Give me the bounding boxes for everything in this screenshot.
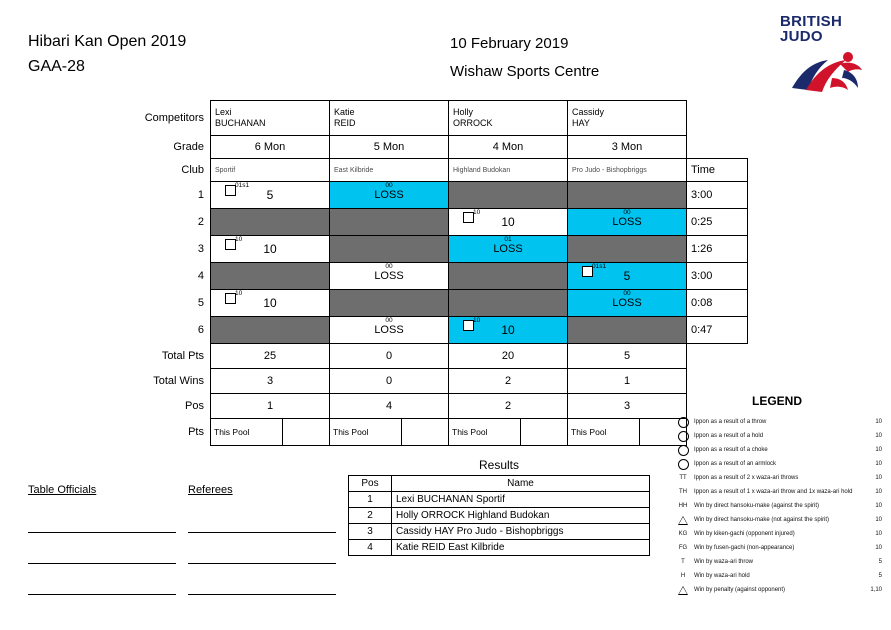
grade-2: 5 Mon xyxy=(330,136,449,159)
score-code: 10 xyxy=(235,236,243,243)
match-row xyxy=(140,209,748,236)
row-label-match-1: 1 xyxy=(197,189,204,201)
grade-1: 6 Mon xyxy=(211,136,330,159)
score-code: 00 xyxy=(623,290,631,297)
table-officials-line-3[interactable] xyxy=(28,574,176,595)
row-label-total-pts: Total Pts xyxy=(161,350,204,362)
pts-pool-label-3: This Pool xyxy=(449,419,521,445)
ippon-throw-icon xyxy=(672,417,694,428)
british-judo-logo xyxy=(780,14,876,94)
match-1-time: 3:00 xyxy=(687,182,748,209)
legend-item xyxy=(672,457,882,471)
club-3: Highland Budokan xyxy=(449,159,568,182)
match-3-time: 1:26 xyxy=(687,236,748,263)
score-value: 5 xyxy=(623,269,631,283)
score-code: 00 xyxy=(385,317,393,324)
h-code-icon: H xyxy=(680,573,686,579)
match-6-competitor-4 xyxy=(568,317,687,344)
pool-sheet-table xyxy=(140,100,748,446)
pool-table xyxy=(140,100,748,446)
pts-2 xyxy=(330,419,449,446)
match-4-time: 3:00 xyxy=(687,263,748,290)
legend-value: 10 xyxy=(875,545,882,551)
legend-item xyxy=(672,429,882,443)
match-6-competitor-1 xyxy=(211,317,330,344)
result-pos-3: 3 xyxy=(349,524,392,540)
result-name-3: Cassidy HAY Pro Judo - Bishopbriggs xyxy=(392,524,650,540)
legend-item xyxy=(672,541,882,555)
score-code: 10 xyxy=(473,209,481,216)
grade-4: 3 Mon xyxy=(568,136,687,159)
legend-value: 10 xyxy=(875,475,882,481)
th-code-icon: TH xyxy=(679,489,687,495)
match-2-competitor-4[interactable] xyxy=(568,209,687,236)
match-5-time: 0:08 xyxy=(687,290,748,317)
row-label-pts: Pts xyxy=(188,426,204,438)
result-name-2: Holly ORROCK Highland Budokan xyxy=(392,508,650,524)
legend-value: 10 xyxy=(875,447,882,453)
score-value: 10 xyxy=(501,215,515,229)
legend-desc: Ippon as a result of 1 x waza-ari throw and 1x waza-ari hold xyxy=(694,489,853,495)
match-5-competitor-1[interactable] xyxy=(211,290,330,317)
pts-value-3[interactable] xyxy=(521,419,567,445)
grade-3: 4 Mon xyxy=(449,136,568,159)
referees-line-3[interactable] xyxy=(188,574,336,595)
legend-desc: Win by direct hansoku-make (not against the spirit) xyxy=(694,517,830,523)
time-column-header: Time xyxy=(687,159,748,182)
row-label-total-wins: Total Wins xyxy=(153,375,204,387)
competitor-first-4: Cassidy xyxy=(572,107,605,117)
legend-value: 5 xyxy=(878,559,882,565)
legend-desc: Ippon as a result of 2 x waza-ari throws xyxy=(694,475,799,481)
match-1-competitor-3 xyxy=(449,182,568,209)
match-1-competitor-1[interactable] xyxy=(211,182,330,209)
legend-desc: Win by penalty (against opponent) xyxy=(694,587,786,593)
score-code: 01s1 xyxy=(592,263,607,270)
match-row xyxy=(140,236,748,263)
match-row xyxy=(140,182,748,209)
competitor-name-4 xyxy=(568,101,687,136)
legend-desc: Win by waza-ari throw xyxy=(694,559,754,565)
total-wins-3: 2 xyxy=(449,369,568,394)
total-pts-1: 25 xyxy=(211,344,330,369)
table-row xyxy=(349,492,650,508)
legend-value: 10 xyxy=(875,433,882,439)
total-wins-1: 3 xyxy=(211,369,330,394)
competitor-last-2: REID xyxy=(334,118,356,128)
fg-code-icon: FG xyxy=(678,545,688,551)
match-3-competitor-2 xyxy=(330,236,449,263)
legend-desc: Win by fusen-gachi (non-appearance) xyxy=(694,545,795,551)
results-header-row xyxy=(349,476,650,492)
competitor-last-1: BUCHANAN xyxy=(215,118,266,128)
score-code: 01 xyxy=(504,236,512,243)
logo-line1: BRITISH xyxy=(780,13,843,30)
legend-value: 10 xyxy=(875,461,882,467)
score-value: 10 xyxy=(263,296,277,310)
result-pos-4: 4 xyxy=(349,540,392,556)
officials-section xyxy=(28,480,348,595)
penalty-triangle-icon xyxy=(672,586,694,595)
legend-value: 10 xyxy=(875,419,882,425)
match-6-time: 0:47 xyxy=(687,317,748,344)
result-name-1: Lexi BUCHANAN Sportif xyxy=(392,492,650,508)
legend-title: LEGEND xyxy=(751,394,802,408)
match-5-competitor-2 xyxy=(330,290,449,317)
club-row xyxy=(140,159,748,182)
match-1-competitor-4 xyxy=(568,182,687,209)
score-value: LOSS xyxy=(374,189,404,201)
competitors-row xyxy=(140,101,748,136)
row-label-match-4: 4 xyxy=(197,270,204,282)
pts-pool-label-4: This Pool xyxy=(568,419,640,445)
row-label-competitors: Competitors xyxy=(144,112,204,124)
row-label-match-3: 3 xyxy=(197,243,204,255)
pts-value-2[interactable] xyxy=(402,419,448,445)
legend-desc: Win by direct hansoku-make (against the spirit) xyxy=(694,503,820,509)
table-officials-line-2[interactable] xyxy=(28,543,176,564)
match-6-competitor-3[interactable] xyxy=(449,317,568,344)
match-1-competitor-2[interactable] xyxy=(330,182,449,209)
legend-value: 1,10 xyxy=(870,587,882,593)
match-3-competitor-3[interactable] xyxy=(449,236,568,263)
results-section xyxy=(348,458,650,556)
spacer-cell xyxy=(687,369,748,394)
competitor-name-1 xyxy=(211,101,330,136)
total-pts-4: 5 xyxy=(568,344,687,369)
pts-row xyxy=(140,419,748,446)
match-2-competitor-3[interactable] xyxy=(449,209,568,236)
result-pos-1: 1 xyxy=(349,492,392,508)
tt-code-icon: TT xyxy=(679,475,687,481)
legend-item xyxy=(672,583,882,597)
match-4-competitor-4[interactable] xyxy=(568,263,687,290)
total-wins-row xyxy=(140,369,748,394)
legend-desc: Win by kiken-gachi (opponent injured) xyxy=(694,531,795,537)
hh-code-icon: HH xyxy=(678,503,688,509)
club-4: Pro Judo - Bishopbriggs xyxy=(568,159,687,182)
match-6-competitor-2[interactable] xyxy=(330,317,449,344)
match-3-competitor-1[interactable] xyxy=(211,236,330,263)
event-venue: Wishaw Sports Centre xyxy=(450,63,600,80)
results-col-pos: Pos xyxy=(349,476,392,492)
legend-item xyxy=(672,513,882,527)
pts-pool-label-2: This Pool xyxy=(330,419,402,445)
row-label-match-5: 5 xyxy=(197,297,204,309)
pos-3: 2 xyxy=(449,394,568,419)
score-code: 00 xyxy=(385,182,393,189)
match-2-competitor-2 xyxy=(330,209,449,236)
match-row xyxy=(140,290,748,317)
competitor-name-3 xyxy=(449,101,568,136)
score-value: LOSS xyxy=(612,297,642,309)
legend-desc: Ippon as a result of a throw xyxy=(694,419,767,425)
pool-code: GAA-28 xyxy=(28,58,85,75)
table-row xyxy=(349,524,650,540)
spacer-cell xyxy=(687,136,748,159)
competitor-last-4: HAY xyxy=(572,118,590,128)
score-code: 01s1 xyxy=(235,182,250,189)
judo-figure-icon xyxy=(788,48,870,94)
pts-4 xyxy=(568,419,687,446)
match-row xyxy=(140,317,748,344)
score-code: 10 xyxy=(473,317,481,324)
legend-value: 10 xyxy=(875,531,882,537)
ippon-choke-icon xyxy=(672,445,694,456)
legend-item xyxy=(672,471,882,485)
legend-value: 5 xyxy=(878,573,882,579)
total-wins-2: 0 xyxy=(330,369,449,394)
competitor-last-3: ORROCK xyxy=(453,118,493,128)
kg-code-icon: KG xyxy=(678,531,688,537)
match-4-competitor-3 xyxy=(449,263,568,290)
legend-item xyxy=(672,499,882,513)
row-label-match-6: 6 xyxy=(197,324,204,336)
legend-item xyxy=(672,443,882,457)
match-4-competitor-1 xyxy=(211,263,330,290)
pts-value-1[interactable] xyxy=(283,419,329,445)
results-col-name: Name xyxy=(392,476,650,492)
t-code-icon: T xyxy=(681,559,685,565)
match-3-competitor-4 xyxy=(568,236,687,263)
match-5-competitor-3 xyxy=(449,290,568,317)
table-row xyxy=(349,540,650,556)
total-pts-row xyxy=(140,344,748,369)
legend-desc: Ippon as a result of a choke xyxy=(694,447,768,453)
table-officials-heading: Table Officials xyxy=(28,484,97,496)
results-table xyxy=(348,475,650,556)
match-row xyxy=(140,263,748,290)
results-heading: Results xyxy=(478,458,519,472)
score-value: 10 xyxy=(263,242,277,256)
club-1: Sportif xyxy=(211,159,330,182)
competitor-first-1: Lexi xyxy=(215,107,232,117)
pos-2: 4 xyxy=(330,394,449,419)
total-wins-4: 1 xyxy=(568,369,687,394)
legend-item xyxy=(672,555,882,569)
table-row xyxy=(349,508,650,524)
pts-1 xyxy=(211,419,330,446)
table-officials-line-1[interactable] xyxy=(28,512,176,533)
legend-desc: Ippon as a result of a hold xyxy=(694,433,764,439)
legend-desc: Win by waza-ari hold xyxy=(694,573,750,579)
referees-line-1[interactable] xyxy=(188,512,336,533)
spacer-cell xyxy=(687,101,748,136)
score-value: LOSS xyxy=(374,270,404,282)
ippon-armlock-icon xyxy=(672,459,694,470)
event-date: 10 February 2019 xyxy=(450,35,569,52)
referees-heading: Referees xyxy=(188,484,233,496)
pts-3 xyxy=(449,419,568,446)
score-code: 00 xyxy=(385,263,393,270)
match-2-time: 0:25 xyxy=(687,209,748,236)
legend-item xyxy=(672,415,882,429)
pts-pool-label-1: This Pool xyxy=(211,419,283,445)
match-2-competitor-1 xyxy=(211,209,330,236)
score-code: 10 xyxy=(235,290,243,297)
score-value: LOSS xyxy=(612,216,642,228)
legend-item xyxy=(672,485,882,499)
score-value: 5 xyxy=(266,188,274,202)
competitor-name-2 xyxy=(330,101,449,136)
result-name-4: Katie REID East Kilbride xyxy=(392,540,650,556)
legend-item xyxy=(672,527,882,541)
row-label-match-2: 2 xyxy=(197,216,204,228)
pos-1: 1 xyxy=(211,394,330,419)
match-4-competitor-2[interactable] xyxy=(330,263,449,290)
legend-value: 10 xyxy=(875,503,882,509)
row-label-grade: Grade xyxy=(173,141,204,153)
logo-text xyxy=(780,14,876,44)
competitor-first-3: Holly xyxy=(453,107,474,117)
result-pos-2: 2 xyxy=(349,508,392,524)
legend-desc: Ippon as a result of an armlock xyxy=(694,461,777,467)
total-pts-3: 20 xyxy=(449,344,568,369)
logo-line2: JUDO xyxy=(780,28,823,45)
referees-line-2[interactable] xyxy=(188,543,336,564)
event-title: Hibari Kan Open 2019 xyxy=(28,33,187,50)
legend-value: 10 xyxy=(875,489,882,495)
score-code: 00 xyxy=(623,209,631,216)
legend-section xyxy=(672,394,882,597)
spacer-cell xyxy=(687,344,748,369)
score-value: LOSS xyxy=(493,243,523,255)
legend-item xyxy=(672,569,882,583)
score-value: LOSS xyxy=(374,324,404,336)
ippon-hold-icon xyxy=(672,431,694,442)
row-label-club: Club xyxy=(181,164,204,176)
match-5-competitor-4[interactable] xyxy=(568,290,687,317)
competitor-first-2: Katie xyxy=(334,107,355,117)
club-2: East Kilbride xyxy=(330,159,449,182)
hansoku-make-triangle-icon xyxy=(672,516,694,525)
grade-row xyxy=(140,136,748,159)
score-value: 10 xyxy=(501,323,515,337)
total-pts-2: 0 xyxy=(330,344,449,369)
pos-4: 3 xyxy=(568,394,687,419)
legend-value: 10 xyxy=(875,517,882,523)
row-label-pos: Pos xyxy=(185,400,204,412)
pos-row xyxy=(140,394,748,419)
